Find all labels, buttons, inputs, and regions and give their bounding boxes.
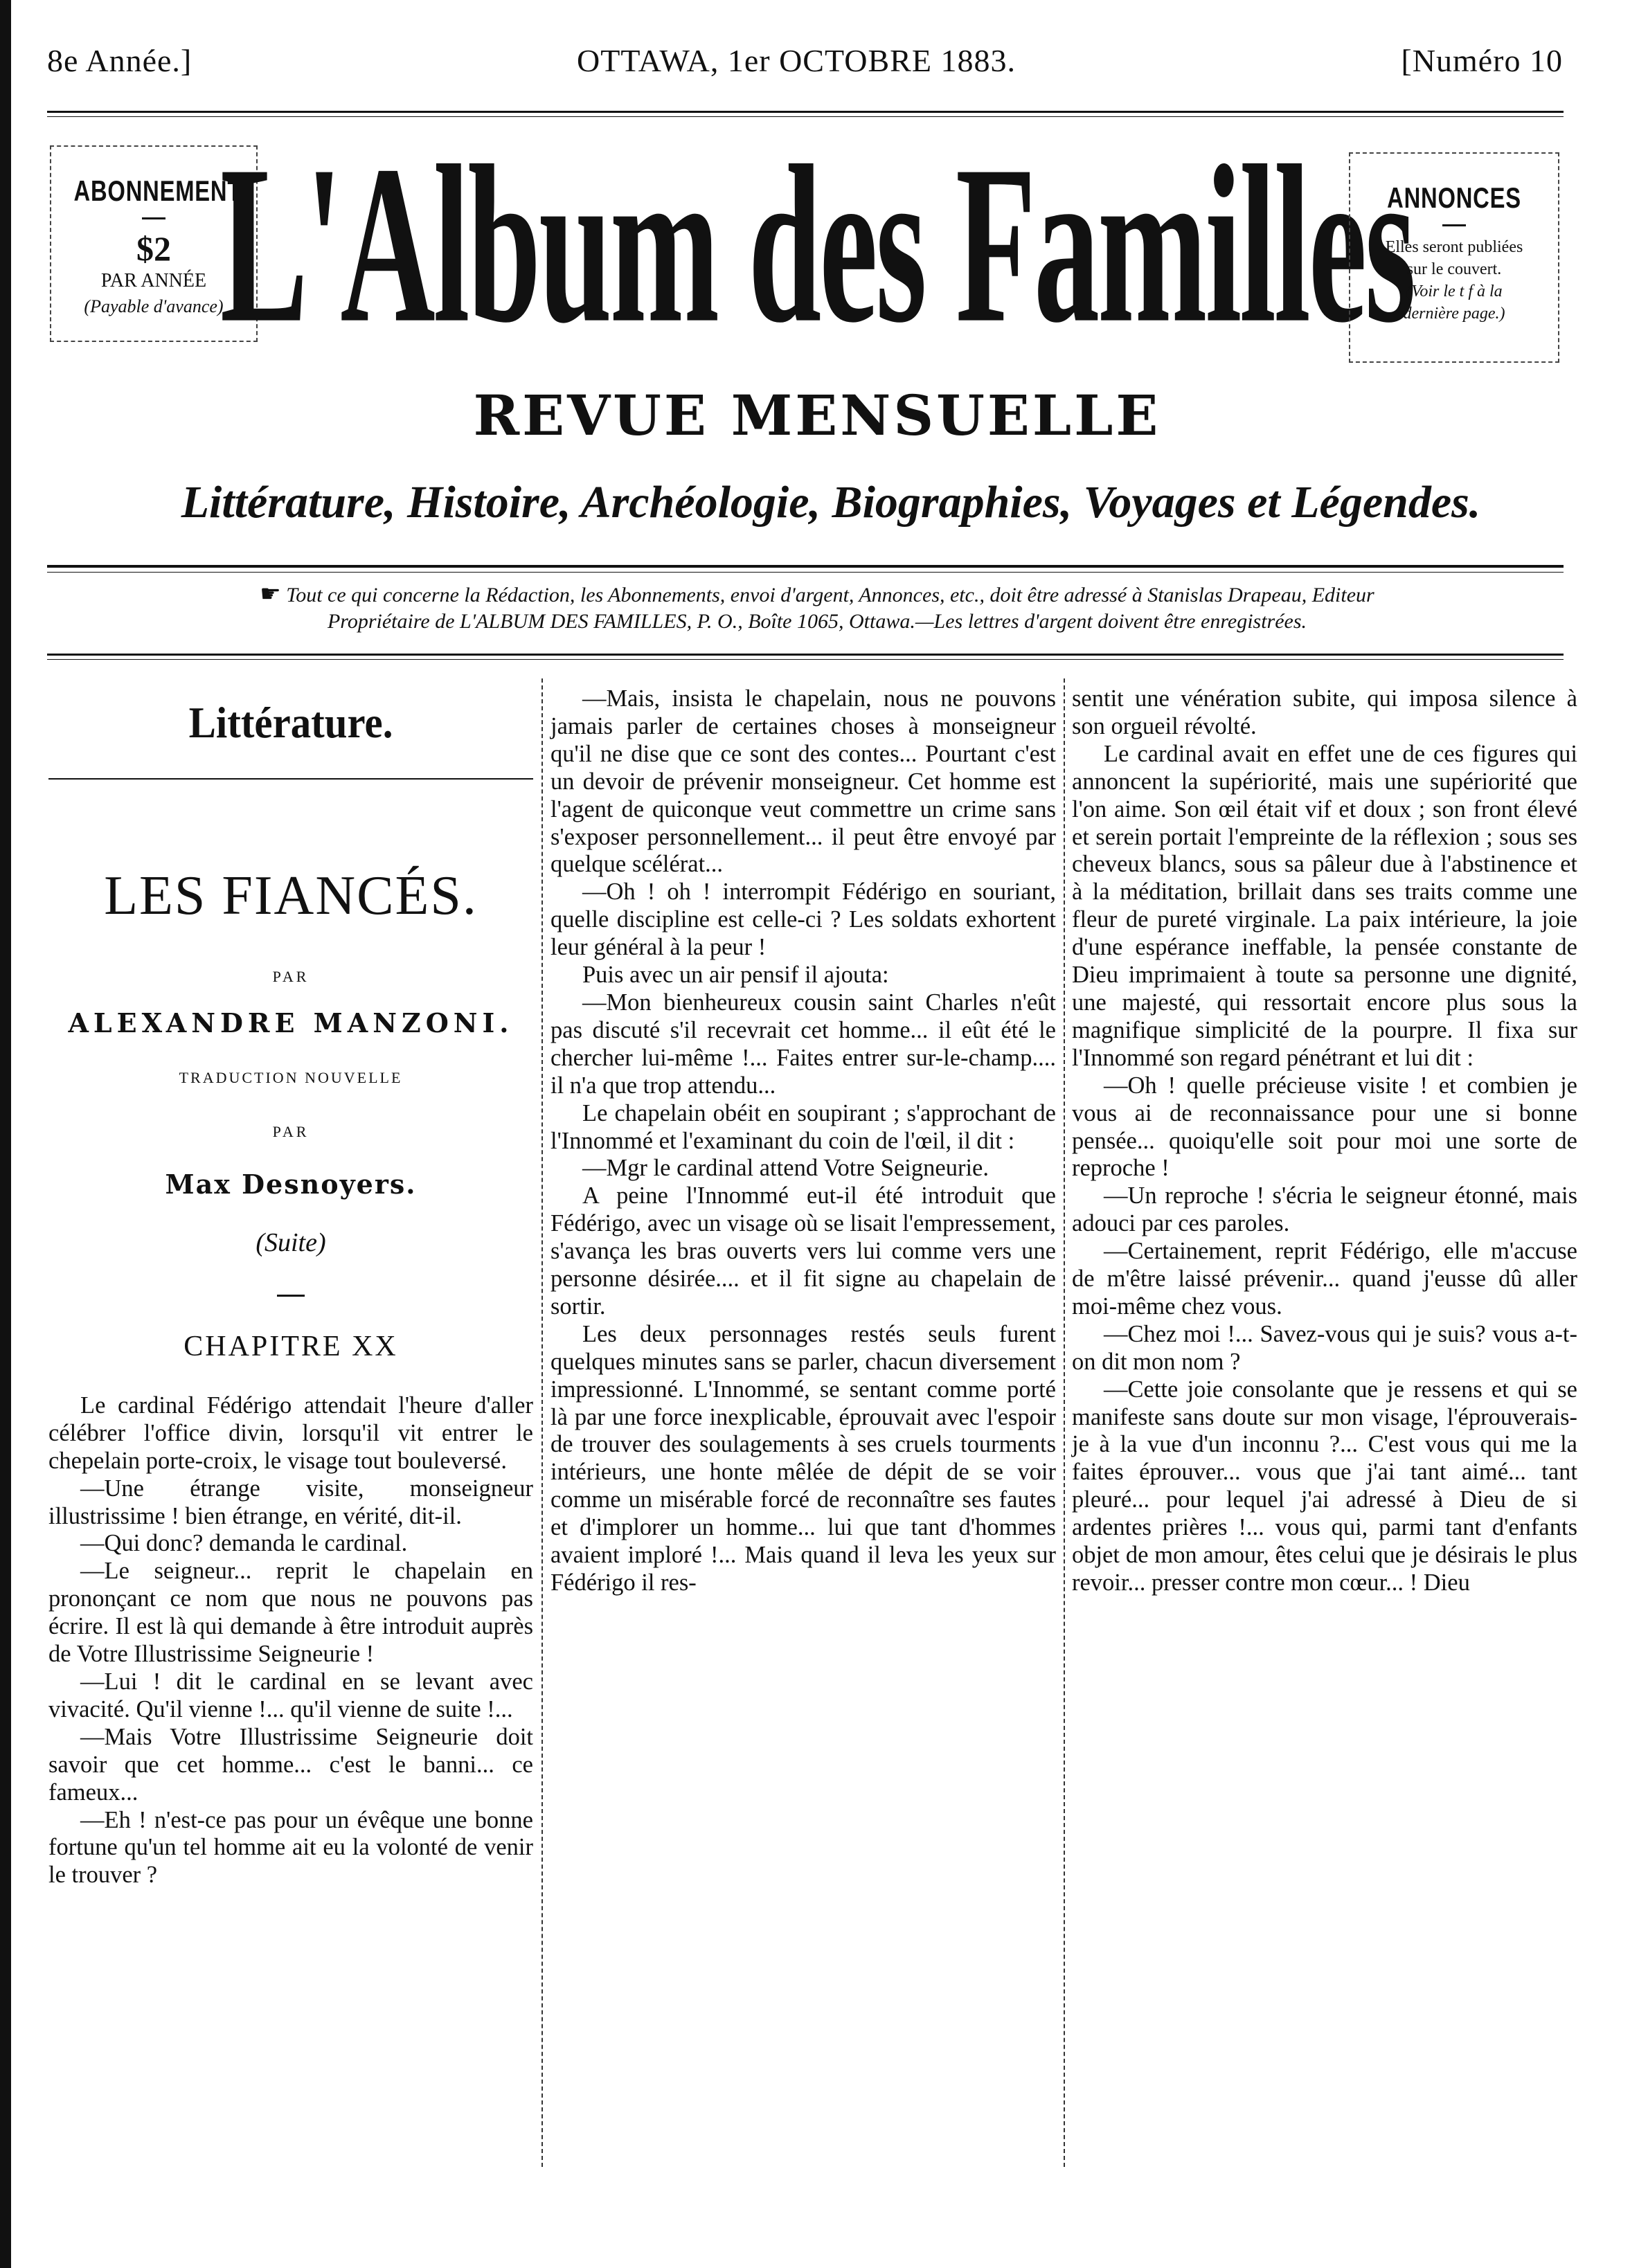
paragraph: —Cette joie consolante que je ressens et qui se manifeste sans doute sur mon visage, l'éprouverais-je à la vue d'un inconnu ?... C'est vous qui me la faites éprouver... vous que j'ai tant aimé... tant pleuré... pour lequel j'ai adressé à Dieu de si ardentes prières !... vous qui, parmi tant d'enfants objet de mon amour, êtes celui que je désirais le plus revoir... presser contre mon cœur... ! Dieu bbox=[1072, 1376, 1577, 1596]
section-rule bbox=[48, 778, 533, 780]
column-separator bbox=[1064, 678, 1065, 2167]
author-name: ALEXANDRE MANZONI. bbox=[68, 1007, 514, 1038]
paragraph: —Mais Votre Illustrissime Seigneurie doit savoir que cet homme... c'est le banni... ce fameux... bbox=[48, 1723, 533, 1806]
paragraph: —Certainement, reprit Fédérigo, elle m'accuse de m'être laissé prévenir... quand j'eusse dû aller moi-même chez vous. bbox=[1072, 1238, 1577, 1320]
translator-name: Max Desnoyers. bbox=[165, 1169, 417, 1200]
paragraph: Puis avec un air pensif il ajouta: bbox=[582, 962, 889, 989]
paragraph: —Chez moi !... Savez-vous qui je suis? vous a-t-on dit mon nom ? bbox=[1072, 1320, 1577, 1375]
paragraph: Le cardinal Fédérigo attendait l'heure d'aller célébrer l'office divin, lorsqu'il vit entrer le chepelain porte-croix, le visage tout bouleversé. bbox=[48, 1392, 533, 1474]
paragraph: —Mgr le cardinal attend Votre Seigneurie. bbox=[582, 1155, 989, 1182]
byline-par-2: PAR bbox=[272, 1123, 310, 1140]
column-2 bbox=[550, 685, 1056, 1597]
notice-rule-bottom bbox=[47, 654, 1564, 656]
story-title: LES FIANCÉS. bbox=[104, 865, 478, 926]
issue-number: [Numéro 10 bbox=[1401, 43, 1563, 78]
paragraph: —Une étrange visite, monseigneur illustrissime ! bien étrange, en vérité, dit-il. bbox=[48, 1475, 533, 1529]
ads-line-1: Elles seront publiées bbox=[1385, 238, 1523, 256]
byline-par: PAR bbox=[272, 968, 310, 985]
subscription-note: (Payable d'avance) bbox=[84, 296, 224, 316]
top-rule bbox=[47, 111, 1564, 113]
editorial-notice bbox=[42, 582, 1593, 635]
paragraph: Le cardinal avait en effet une de ces figures qui annoncent la supériorité, mais une supériorité que l'on aime. Son œil était vif et doux ; son front élevé et serein portait l'empreinte de la réflexion ; sous ses cheveux blancs, sous sa pâleur due à l'abstinence et à la méditation, brillait dans ses traits comme une fleur de pureté virginale. La paix intérieure, la joie d'une espérance ineffable, la pensée constante de Dieu imprimaient à toute sa personne une dignité, une majesté, qui ressortait encore plus sous la magnifique simplicité de la pourpre. Il fixa sur l'Innommé son regard pénétrant et lui dit : bbox=[1072, 740, 1577, 1071]
column-3 bbox=[1072, 685, 1577, 1597]
masthead-title: L'Album des Familles bbox=[220, 118, 1415, 370]
paragraph: —Lui ! dit le cardinal en se levant avec vivacité. Qu'il vienne !... qu'il vienne de suite !... bbox=[48, 1668, 533, 1722]
top-rule-thin bbox=[47, 116, 1564, 117]
column-1 bbox=[48, 685, 533, 1889]
translation-label: TRADUCTION NOUVELLE bbox=[179, 1069, 403, 1086]
ads-line-3: (Voir le t f à la bbox=[1406, 282, 1503, 300]
paragraph: —Qui donc? demanda le cardinal. bbox=[80, 1530, 408, 1557]
paragraph: —Mais, insista le chapelain, nous ne pouvons jamais parler de certaines choses à monseigneur qu'il ne dise que ce sont des contes... Pourtant c'est un devoir de prévenir monseigneur. Cet homme est l'agent de quiconque veut commettre un crime sans s'exposer personnellement... il peut être envoyé par quelque scélérat... bbox=[550, 685, 1056, 878]
ads-line-4: dernière page.) bbox=[1403, 305, 1505, 323]
divider bbox=[1442, 224, 1466, 226]
notice-line-2: Propriétaire de L'ALBUM DES FAMILLES, P. O., Boîte 1065, Ottawa.—Les lettres d'argent doivent être enregistrées. bbox=[327, 610, 1307, 633]
paragraph: Les deux personnages restés seuls furent quelques minutes sans se parler, chacun diversement impressionné. L'Innommé, se sentant comme porté là par une force inexplicable, éprouvait avec l'espoir de trouver des soulagements à ses cruels tourments intérieurs, une honte mêlée de dépit de se voir comme un misérable forcé de reconnaître ses fautes et d'implorer un homme... lui que tant d'hommes avaient imploré !... Mais quand il leva les yeux sur Fédérigo il res- bbox=[550, 1320, 1056, 1596]
ads-line-2: sur le couvert. bbox=[1406, 260, 1502, 278]
ads-title: ANNONCES bbox=[1387, 181, 1521, 214]
paragraph: —Eh ! n'est-ce pas pour un évêque une bonne fortune qu'un tel homme ait eu la volonté de venir le trouver ? bbox=[48, 1806, 533, 1889]
section-title: Littérature. bbox=[188, 698, 393, 747]
subtitle: REVUE MENSUELLE bbox=[473, 383, 1161, 448]
divider bbox=[142, 217, 165, 219]
notice-rule-top bbox=[47, 565, 1564, 568]
paragraph: —Oh ! quelle précieuse visite ! et combien je vous ai de reconnaissance pour une si bonne pensée... quoiqu'elle soit pour moi une sorte de reproche ! bbox=[1072, 1072, 1577, 1182]
short-divider bbox=[277, 1295, 305, 1297]
ads-box bbox=[1349, 152, 1559, 363]
paragraph: —Oh ! oh ! interrompit Fédérigo en souriant, quelle discipline est celle-ci ? Les soldats exhortent leur général à la peur ! bbox=[550, 879, 1056, 961]
paragraph: —Mon bienheureux cousin saint Charles n'eût pas discuté s'il recevrait cet homme... il eût été le chercher lui-même !... Faites entrer sur-le-champ.... il n'a que trop attendu... bbox=[550, 989, 1056, 1099]
notice-line-1: Tout ce qui concerne la Rédaction, les Abonnements, envoi d'argent, Annonces, etc., doit être adressé à Stanislas Drapeau, Editeur bbox=[286, 584, 1374, 606]
notice-rule-bottom-thin bbox=[47, 659, 1564, 660]
column-separator bbox=[541, 678, 543, 2167]
paragraph: —Le seigneur... reprit le chapelain en prononçant ce nom que nous ne pouvons pas écrire. Il est là qui demande à être introduit auprès de Votre Illustrissime Seigneurie ! bbox=[48, 1558, 533, 1668]
tagline: Littérature, Histoire, Archéologie, Biographies, Voyages et Légendes. bbox=[181, 477, 1481, 528]
chapter-heading: CHAPITRE XX bbox=[183, 1330, 398, 1362]
notice-rule-top-thin bbox=[47, 572, 1564, 573]
subscription-title: ABONNEMENT bbox=[73, 174, 242, 207]
dateline: OTTAWA, 1er OCTOBRE 1883. bbox=[577, 43, 1016, 78]
masthead bbox=[220, 118, 1415, 370]
paragraph: Le chapelain obéit en soupirant ; s'approchant de l'Innommé et l'examinant du coin de l'œil, il dit : bbox=[550, 1099, 1056, 1154]
paragraph: sentit une vénération subite, qui imposa silence à son orgueil révolté. bbox=[1072, 685, 1577, 739]
suite-label: (Suite) bbox=[256, 1228, 326, 1257]
page-edge-rule bbox=[0, 0, 11, 2268]
subscription-price: $2 bbox=[136, 229, 171, 268]
paragraph: A peine l'Innommé eut-il été introduit que Fédérigo, avec un visage où se lisait l'empressement, s'avança les bras ouverts vers lui comme vers une personne désirée.... et il fit signe au chapelain de sortir. bbox=[550, 1182, 1056, 1320]
year-label: 8e Année.] bbox=[47, 43, 192, 78]
pointing-hand-icon: ☛ bbox=[260, 582, 281, 607]
paragraph: —Un reproche ! s'écria le seigneur étonné, mais adouci par ces paroles. bbox=[1072, 1182, 1577, 1237]
subscription-period: PAR ANNÉE bbox=[100, 270, 207, 291]
